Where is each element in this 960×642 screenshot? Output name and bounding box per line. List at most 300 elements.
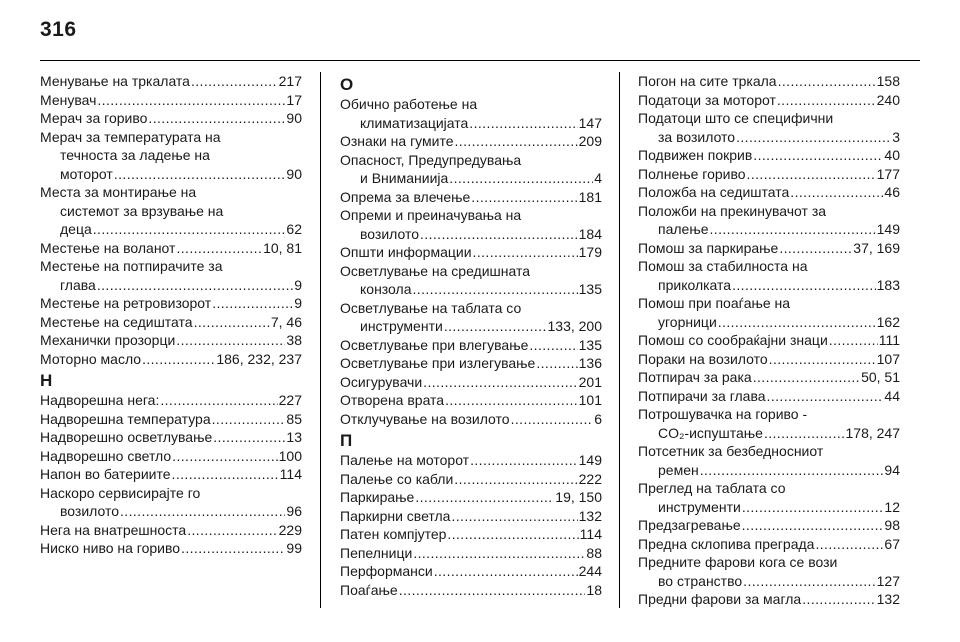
dot-leader [176, 331, 285, 350]
index-entry-text: Отклучување на возилото [340, 410, 510, 427]
index-entry-row [638, 331, 900, 350]
index-entry [638, 368, 900, 387]
index-column-2 [340, 72, 602, 599]
dot-leader [176, 239, 262, 258]
index-entry-row [340, 114, 602, 133]
index-page-ref[interactable]: 62 [286, 221, 302, 237]
dot-leader [469, 114, 577, 133]
index-entry [638, 535, 900, 554]
index-entry-row [638, 350, 900, 369]
index-page-ref[interactable]: 44 [884, 387, 900, 404]
index-entry-row [638, 572, 900, 591]
index-entry [638, 516, 900, 535]
index-entry [340, 299, 602, 336]
index-entry-text: Осветлување на таблата со [340, 299, 522, 316]
index-entry-text: Осигурувачи [340, 373, 423, 390]
index-entry-row [638, 313, 900, 332]
index-entry [340, 544, 602, 563]
index-entry-text: Наскоро сервисирајте го [40, 484, 201, 501]
index-entry-row [40, 447, 302, 466]
index-page-ref[interactable]: 101 [578, 392, 602, 408]
index-entry [638, 202, 900, 239]
index-entry-row [340, 373, 602, 392]
index-entry-row [340, 188, 602, 207]
index-page-ref[interactable]: 88 [586, 544, 602, 561]
index-letter-heading: П [340, 431, 353, 450]
index-entry-text: Потсетник за безбедносниот [638, 443, 824, 459]
dot-leader [97, 276, 293, 295]
index-entry [638, 239, 900, 258]
index-entry [340, 581, 602, 600]
index-page-ref[interactable]: 67 [884, 535, 900, 552]
index-page-ref[interactable]: 135 [578, 336, 602, 353]
dot-leader [434, 562, 578, 581]
index-entry-row [340, 581, 602, 600]
dot-leader [160, 391, 277, 410]
dot-leader [753, 368, 860, 387]
index-entry [40, 410, 302, 429]
index-page-ref[interactable]: 222 [578, 470, 602, 487]
index-page-ref[interactable]: 107 [876, 350, 900, 367]
index-entry-text: Положби на прекинувачот за [638, 202, 827, 219]
dot-leader [212, 410, 286, 429]
index-entry [340, 410, 602, 429]
dot-leader [420, 225, 578, 244]
index-entry-row [40, 109, 302, 128]
index-entry-row [40, 350, 302, 369]
index-entry-row [638, 239, 900, 258]
index-entry [340, 95, 602, 132]
index-entry [340, 562, 602, 581]
dot-leader [709, 220, 875, 239]
index-entry [40, 484, 302, 521]
index-column-3 [638, 72, 900, 609]
index-entry-text: климатизацијата [360, 114, 469, 131]
index-entry [638, 183, 900, 202]
index-entry-text: течноста за ладење на [60, 147, 210, 163]
index-entry-text: Податоци што се специфични [638, 110, 834, 126]
index-entry-row [638, 91, 900, 110]
index-entry [340, 243, 602, 262]
index-entry [340, 470, 602, 489]
index-page-ref[interactable]: 19, 150 [555, 489, 602, 505]
index-entry [638, 442, 900, 479]
index-entry [340, 451, 602, 470]
index-page-ref[interactable]: 186, 232, 237 [216, 350, 302, 367]
dot-leader [447, 525, 578, 544]
index-page-ref[interactable]: 136 [578, 355, 602, 371]
index-entry-text: Перформанси [340, 563, 433, 579]
index-entry-text: Отворена врата [340, 392, 445, 408]
index-page-ref[interactable]: 37, 169 [853, 239, 900, 256]
dot-leader [802, 590, 875, 609]
index-page-ref[interactable]: 132 [578, 507, 602, 524]
index-entry-text: за возилото [658, 128, 736, 145]
dot-leader [413, 544, 585, 563]
index-entry [340, 188, 602, 207]
index-entry-row [40, 391, 302, 410]
index-page-ref[interactable]: 133, 200 [547, 318, 602, 334]
index-entry-text: деца [60, 221, 92, 237]
index-entry [40, 521, 302, 540]
index-entry [638, 72, 900, 91]
index-entry-text: Помош со сообраќајни знаци [638, 332, 828, 348]
index-entry-text: Положба на седиштата [638, 184, 790, 200]
index-entry-row [340, 525, 602, 544]
dot-leader [736, 128, 891, 147]
index-entry-text: системот за врзување на [60, 202, 224, 219]
index-entry [340, 262, 602, 299]
index-entry-row [40, 539, 302, 558]
index-entry-row [340, 280, 602, 299]
index-entry-row [340, 354, 602, 373]
index-page-ref[interactable]: 10, 81 [263, 239, 302, 256]
index-entry-text: Надворешно светло [40, 447, 172, 464]
index-entry-text: конзола [360, 281, 412, 297]
dot-leader [455, 132, 578, 151]
index-entry-text: Напон во батериите [40, 466, 171, 482]
index-entry-text: Пораки на возилото [638, 350, 768, 367]
index-page-ref[interactable]: 111 [878, 332, 900, 348]
index-entry [638, 387, 900, 406]
index-page-ref[interactable]: 183 [876, 276, 900, 293]
index-entry [40, 257, 302, 294]
index-entry [638, 146, 900, 165]
index-entry-row [340, 336, 602, 355]
index-entry [638, 165, 900, 184]
index-entry-text: Полнење гориво [638, 165, 746, 182]
index-entry-row [340, 317, 602, 336]
index-entry-row [40, 428, 302, 447]
index-entry [340, 507, 602, 526]
index-page-ref[interactable]: 114 [579, 526, 602, 542]
index-entry-row [340, 391, 602, 410]
index-entry-text: Места за монтирање на [40, 184, 197, 200]
dot-leader [743, 572, 875, 591]
dot-leader [742, 516, 884, 535]
index-entry-row [40, 72, 302, 91]
index-page-ref[interactable]: 135 [578, 281, 602, 297]
index-page-ref[interactable]: 178, 247 [845, 424, 900, 441]
index-page-ref[interactable]: 201 [578, 373, 602, 390]
index-page-ref[interactable]: 3 [892, 128, 900, 145]
index-entry-text: Палење со кабли [340, 470, 454, 487]
index-entry-row [638, 183, 900, 202]
index-entry-text: Предзагревање [638, 517, 741, 533]
index-page-ref[interactable]: 17 [286, 91, 302, 108]
index-entry-text: Местење на потпирачите за [40, 258, 223, 274]
index-page-ref[interactable]: 114 [279, 466, 302, 482]
index-column-1 [40, 72, 302, 558]
dot-leader [413, 280, 578, 299]
index-entry-text: Помош при поаѓање на [638, 295, 791, 311]
index-entry-text: палење [658, 221, 709, 237]
index-entry-text: Пепелници [340, 544, 413, 561]
index-entry-row [638, 461, 900, 480]
index-entry-text: Потпирач за рака [638, 369, 752, 385]
index-page-ref[interactable]: 94 [884, 461, 900, 478]
index-entry-row [340, 410, 602, 429]
index-page-ref[interactable]: 227 [278, 392, 302, 408]
index-entry-text: Местење на воланот [40, 239, 176, 256]
index-entry-row [638, 590, 900, 609]
index-entry-text: Осветлување при влегување [340, 336, 529, 353]
index-entry-text: Мерач за температурата на [40, 128, 221, 145]
dot-leader [470, 451, 578, 470]
index-entry-text: Надворешно осветлување [40, 429, 213, 445]
dot-leader [212, 294, 293, 313]
index-entry-text: Надворешна нега: [40, 392, 160, 408]
dot-leader [213, 428, 285, 447]
index-page-ref[interactable]: 96 [286, 503, 302, 519]
index-entry-text: Менувач [40, 91, 97, 108]
index-entry-text: глава [60, 276, 96, 293]
index-entry-text: угорници [658, 313, 717, 330]
index-entry [340, 336, 602, 355]
index-page-ref[interactable]: 217 [278, 73, 302, 89]
index-entry [638, 331, 900, 350]
index-page-ref[interactable]: 18 [586, 581, 602, 598]
index-page-ref[interactable]: 209 [578, 133, 602, 149]
index-entry-text: Погон на сите тркала [638, 73, 777, 89]
index-entry [40, 447, 302, 466]
dot-leader [753, 146, 883, 165]
index-entry-text: Предна склопива преграда [638, 535, 815, 552]
index-page-ref[interactable]: 162 [876, 313, 900, 330]
index-entry-row [638, 72, 900, 91]
index-entry-text: Местење на ретровизорот [40, 295, 212, 311]
column-divider [619, 72, 620, 608]
index-entry [638, 590, 900, 609]
index-page-ref[interactable]: 90 [286, 165, 302, 182]
index-entry-text: и Вниманиија [360, 170, 449, 186]
index-entry-text: Палење на моторот [340, 452, 470, 468]
dot-leader [415, 488, 554, 507]
index-entry [340, 391, 602, 410]
dot-leader [815, 535, 883, 554]
index-entry-row [340, 132, 602, 151]
index-entry-row [340, 470, 602, 489]
index-entry [638, 91, 900, 110]
dot-leader [779, 239, 852, 258]
index-page-ref[interactable]: 149 [578, 452, 602, 468]
index-entry-row [638, 165, 900, 184]
index-entry [40, 91, 302, 110]
index-entry-text: Опасност, Предупредувања [340, 151, 522, 168]
index-page-ref[interactable]: 38 [286, 332, 302, 348]
index-entry-text: Помош за паркирање [638, 239, 779, 256]
dot-leader [423, 373, 577, 392]
index-entry [40, 72, 302, 91]
dot-leader [97, 91, 285, 110]
dot-leader [769, 350, 876, 369]
dot-leader [120, 502, 285, 521]
index-entry [40, 183, 302, 239]
index-entry-text: Паркирни светла [340, 507, 451, 524]
index-page-ref[interactable]: 7, 46 [270, 313, 302, 330]
index-entry-text: Патен компјутер [340, 526, 447, 542]
index-entry-text: инструменти [658, 498, 741, 515]
dot-leader [471, 188, 577, 207]
dot-leader [194, 313, 270, 332]
index-entry-text: возилото [60, 503, 119, 519]
index-letter-heading: О [340, 75, 354, 94]
index-page-ref[interactable]: 181 [578, 188, 602, 205]
index-entry-text: Подвижен покрив [638, 147, 753, 163]
index-entry-row [40, 294, 302, 313]
index-page-ref[interactable]: 179 [578, 244, 602, 260]
index-entry-row [340, 507, 602, 526]
index-entry [638, 553, 900, 590]
index-entry-text: Механички прозорци [40, 332, 176, 348]
index-entry-text: Надворешна температура [40, 410, 211, 427]
index-entry [340, 525, 602, 544]
index-entry-row [40, 502, 302, 521]
dot-leader [829, 331, 878, 350]
index-entry-text: возилото [360, 225, 419, 242]
index-entry [40, 331, 302, 350]
index-entry-text: приколката [658, 276, 732, 293]
index-entry-text: Ознаки на гумите [340, 133, 454, 149]
index-page-ref[interactable]: 229 [278, 521, 302, 538]
index-entry [638, 109, 900, 146]
index-entry-row [40, 220, 302, 239]
dot-leader [449, 169, 593, 188]
index-entry-text: Предните фарови кога се вози [638, 554, 838, 570]
index-page-ref[interactable]: 9 [294, 276, 302, 293]
index-entry-row [340, 243, 602, 262]
index-page-ref[interactable]: 46 [884, 184, 900, 200]
dot-leader [790, 183, 883, 202]
dot-leader [700, 461, 884, 480]
dot-leader [511, 410, 594, 429]
index-entry-text: моторот [60, 165, 113, 182]
dot-leader [142, 350, 215, 369]
dot-leader [445, 391, 578, 410]
index-entry-row [340, 488, 602, 507]
index-entry-row [638, 146, 900, 165]
dot-leader [529, 336, 577, 355]
index-page-ref[interactable]: 184 [578, 225, 602, 242]
index-entry [40, 391, 302, 410]
index-page-ref[interactable]: 85 [286, 410, 302, 427]
index-page-ref[interactable]: 99 [286, 540, 302, 556]
dot-leader [187, 521, 277, 540]
index-entry-text: Општи информации [340, 244, 472, 260]
index-entry-text: Осветлување при излегување [340, 355, 536, 371]
index-entry [638, 350, 900, 369]
index-entry [40, 239, 302, 258]
index-entry-row [40, 410, 302, 429]
index-entry [340, 206, 602, 243]
dot-leader [742, 498, 884, 517]
index-entry-text: во странство [658, 572, 743, 589]
index-page-ref[interactable]: 149 [876, 221, 900, 237]
dot-leader [454, 470, 577, 489]
page-number: 316 [40, 18, 77, 41]
index-entry-text: ремен [658, 461, 699, 478]
dot-leader [778, 72, 876, 91]
index-entry [40, 313, 302, 332]
dot-leader [399, 581, 586, 600]
index-page-ref[interactable]: 12 [884, 498, 900, 515]
dot-leader [191, 72, 278, 91]
index-entry-text: Преглед на таблата со [638, 480, 786, 496]
index-page-ref[interactable]: 6 [594, 410, 602, 427]
index-entry-text: инструменти [360, 318, 443, 334]
index-page-ref[interactable]: 244 [578, 563, 602, 579]
index-entry-row [40, 313, 302, 332]
index-entry-row [340, 562, 602, 581]
index-page-ref[interactable]: 158 [876, 73, 900, 89]
index-entry-row [40, 521, 302, 540]
index-entry-text: Предни фарови за магла [638, 591, 802, 607]
index-entry-text: Паркирање [340, 489, 415, 505]
dot-leader [148, 109, 285, 128]
dot-leader [444, 317, 547, 336]
index-entry [340, 488, 602, 507]
dot-leader [764, 424, 845, 443]
index-page-ref[interactable]: 50, 51 [861, 369, 900, 385]
index-entry [40, 465, 302, 484]
index-page-ref[interactable]: 240 [876, 91, 900, 108]
index-page-ref[interactable]: 127 [876, 572, 900, 589]
index-entry-text: Местење на седиштата [40, 313, 193, 330]
dot-leader [181, 539, 285, 558]
index-entry-text: Потрошувачка на гориво - [638, 406, 808, 422]
index-entry-text: Поаѓање [340, 581, 398, 598]
index-entry-text: Осветлување на средишната [340, 262, 531, 279]
index-entry-text: Опреми и преиначувања на [340, 207, 522, 223]
index-entry-text: Ниско ниво на гориво [40, 540, 181, 556]
index-entry-row [40, 239, 302, 258]
index-page-ref[interactable]: 98 [884, 517, 900, 533]
index-entry [638, 294, 900, 331]
index-entry [40, 350, 302, 369]
dot-leader [172, 447, 277, 466]
index-entry-row [40, 276, 302, 295]
index-page-ref[interactable]: 9 [294, 295, 302, 311]
header-rule [40, 60, 920, 61]
index-page-ref[interactable]: 90 [286, 110, 302, 126]
index-entry-row [638, 276, 900, 295]
index-entry-row [340, 451, 602, 470]
index-page-ref[interactable]: 100 [278, 447, 302, 464]
index-entry-text: Моторно масло [40, 350, 142, 367]
index-page-ref[interactable]: 132 [876, 591, 900, 607]
dot-leader [718, 313, 876, 332]
index-page-ref[interactable]: 40 [884, 147, 900, 163]
index-entry [40, 109, 302, 128]
dot-leader [172, 465, 279, 484]
index-entry [340, 354, 602, 373]
index-entry-text: Податоци за моторот [638, 91, 776, 108]
index-entry [40, 128, 302, 184]
index-entry-row [40, 165, 302, 184]
index-entry-text: Обично работење на [340, 96, 478, 112]
index-page-ref[interactable]: 177 [876, 165, 900, 182]
index-page-ref[interactable]: 4 [594, 170, 602, 186]
index-entry [40, 428, 302, 447]
index-entry [40, 294, 302, 313]
index-page-ref[interactable]: 147 [578, 114, 602, 131]
dot-leader [451, 507, 577, 526]
index-entry-row [638, 220, 900, 239]
index-page-ref[interactable]: 13 [286, 429, 302, 445]
index-entry-row [638, 128, 900, 147]
dot-leader [767, 387, 884, 406]
index-entry-row [638, 424, 900, 443]
